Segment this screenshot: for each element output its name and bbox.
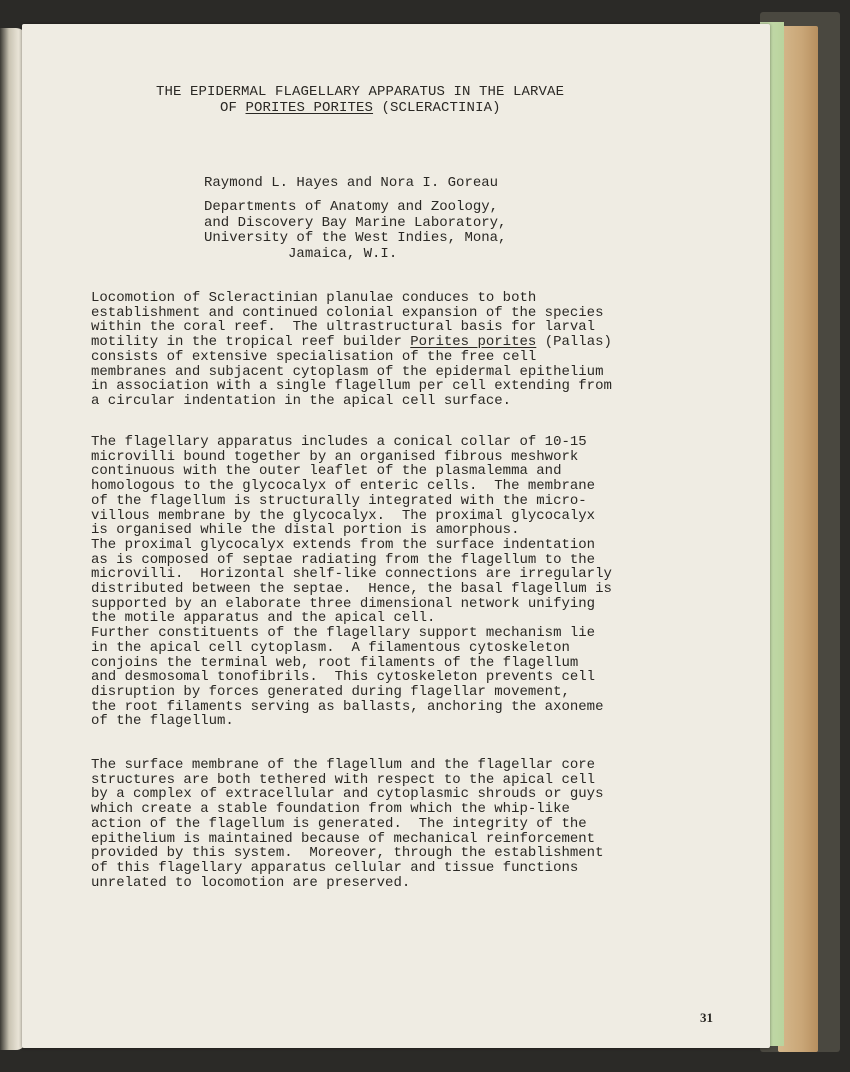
- text-line: continuous with the outer leaflet of the plasmalemma and: [91, 463, 562, 480]
- species-prefix: motility in the tropical reef builder: [91, 334, 411, 351]
- text-line: of the flagellum is structurally integrated with the micro-: [91, 492, 587, 509]
- abstract-paragraph-3: [91, 758, 711, 890]
- text-line: in association with a single flagellum per cell extending from: [91, 378, 612, 395]
- text-line: epithelium is maintained because of mechanical reinforcement: [91, 830, 596, 847]
- title-line-2: [156, 100, 676, 116]
- title-line-1: THE EPIDERMAL FLAGELLARY APPARATUS IN THE LARVAE: [156, 84, 565, 100]
- text-line: conjoins the terminal web, root filaments of the flagellum: [91, 654, 579, 671]
- text-line: microvilli. Horizontal shelf-like connections are irregularly: [91, 566, 612, 583]
- document-page: [22, 24, 770, 1048]
- text-line: a circular indentation in the apical cell surface.: [91, 392, 512, 409]
- text-line: villous membrane by the glycocalyx. The proximal glycocalyx: [91, 507, 596, 524]
- page-stack-edge: [778, 26, 818, 1052]
- abstract-paragraph-2: [91, 435, 711, 729]
- text-line: of this flagellary apparatus cellular and tissue functions: [91, 859, 579, 876]
- abstract-paragraph-1: [91, 291, 711, 409]
- text-line: is organised while the distal portion is amorphous.: [91, 522, 520, 539]
- affiliation-line: Departments of Anatomy and Zoology,: [204, 199, 499, 215]
- affiliation-block: [204, 200, 506, 262]
- affiliation-line: and Discovery Bay Marine Laboratory,: [204, 214, 507, 231]
- page-number: 31: [700, 1010, 713, 1025]
- affiliation-line: Jamaica, W.I.: [204, 245, 398, 262]
- text-line: homologous to the glycocalyx of enteric cells. The membrane: [91, 478, 596, 495]
- affiliation-line: University of the West Indies, Mona,: [204, 230, 507, 246]
- text-line: action of the flagellum is generated. The integrity of the: [91, 815, 587, 832]
- text-line: in the apical cell cytoplasm. A filamentous cytoskeleton: [91, 639, 570, 656]
- text-line: by a complex of extracellular and cytoplasmic shrouds or guys: [91, 786, 604, 803]
- text-line: disruption by forces generated during flagellar movement,: [91, 683, 570, 700]
- title-suffix: (SCLERACTINIA): [373, 100, 501, 116]
- title-prefix: OF: [220, 100, 246, 116]
- text-line: supported by an elaborate three dimensional network unifying: [91, 595, 596, 612]
- text-line: unrelated to locomotion are preserved.: [91, 874, 411, 891]
- text-line: within the coral reef. The ultrastructural basis for larval: [91, 319, 596, 336]
- author-line: Raymond L. Hayes and Nora I. Goreau: [204, 175, 499, 191]
- text-line: membranes and subjacent cytoplasm of the epidermal epithelium: [91, 363, 604, 380]
- title-species: PORITES PORITES: [245, 100, 374, 116]
- text-line: of the flagellum.: [91, 713, 234, 730]
- text-line: which create a stable foundation from which the whip-like: [91, 801, 570, 818]
- text-line: consists of extensive specialisation of the free cell: [91, 348, 537, 365]
- text-line: provided by this system. Moreover, through the establishment: [91, 845, 604, 862]
- text-line: the root filaments serving as ballasts, anchoring the axoneme: [91, 698, 604, 715]
- text-line-species: [91, 335, 711, 350]
- text-line: and desmosomal tonofibrils. This cytoskeleton prevents cell: [91, 669, 596, 686]
- text-line: as is composed of septae radiating from the flagellum to the: [91, 551, 596, 568]
- text-line: The flagellary apparatus includes a conical collar of 10-15: [91, 434, 587, 450]
- species-name: Porites porites: [410, 334, 537, 351]
- text-line: The surface membrane of the flagellum and the flagellar core: [91, 757, 596, 773]
- text-line: Further constituents of the flagellary support mechanism lie: [91, 625, 596, 642]
- text-line: structures are both tethered with respect to the apical cell: [91, 771, 596, 788]
- text-line: Locomotion of Scleractinian planulae conduces to both: [91, 290, 537, 306]
- text-line: the motile apparatus and the apical cell.: [91, 610, 436, 627]
- text-line: distributed between the septae. Hence, the basal flagellum is: [91, 581, 612, 598]
- paper-title: [156, 84, 676, 116]
- text-line: establishment and continued colonial expansion of the species: [91, 304, 604, 321]
- text-line: microvilli bound together by an organised fibrous meshwork: [91, 448, 579, 465]
- species-suffix: (Pallas): [536, 334, 612, 351]
- text-line: The proximal glycocalyx extends from the surface indentation: [91, 536, 596, 553]
